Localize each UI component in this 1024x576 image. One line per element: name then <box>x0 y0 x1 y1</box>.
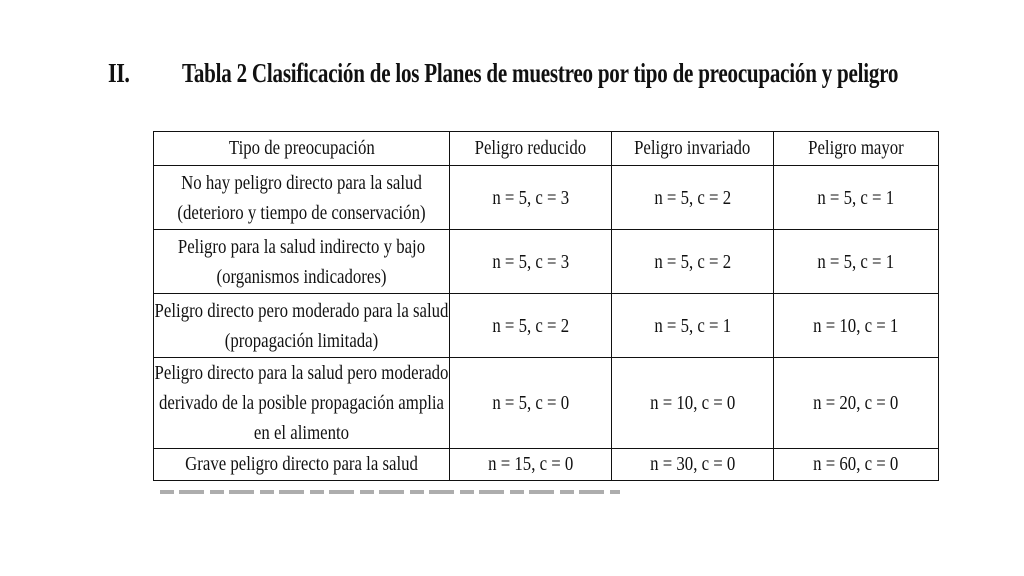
plan-cell: n = 5, c = 2 <box>612 230 774 294</box>
plan-cell: n = 15, c = 0 <box>450 449 612 481</box>
plan-cell: n = 5, c = 1 <box>612 294 774 358</box>
table-header-row <box>154 132 939 166</box>
section-number: II. <box>108 58 130 88</box>
plan-cell: n = 5, c = 2 <box>612 166 774 230</box>
plan-cell: n = 5, c = 1 <box>774 166 939 230</box>
header-cell: Peligro invariado <box>612 132 774 166</box>
plan-cell: n = 5, c = 0 <box>450 358 612 449</box>
plan-cell: n = 20, c = 0 <box>774 358 939 449</box>
table-row <box>154 230 939 294</box>
concern-type-cell: Peligro directo pero moderado para la salud (propagación limitada) <box>154 294 450 358</box>
concern-type-cell: No hay peligro directo para la salud (deterioro y tiempo de conservación) <box>154 166 450 230</box>
concern-type-cell: Peligro para la salud indirecto y bajo (organismos indicadores) <box>154 230 450 294</box>
table-row <box>154 358 939 449</box>
table-row <box>154 449 939 481</box>
concern-type-cell: Peligro directo para la salud pero moderado derivado de la posible propagación amplia en el alimento <box>154 358 450 449</box>
concern-type-cell: Grave peligro directo para la salud <box>154 449 450 481</box>
plan-cell: n = 5, c = 3 <box>450 166 612 230</box>
plan-cell: n = 60, c = 0 <box>774 449 939 481</box>
plan-cell: n = 10, c = 1 <box>774 294 939 358</box>
header-cell: Peligro reducido <box>450 132 612 166</box>
sampling-plans-table <box>153 131 939 481</box>
header-cell: Peligro mayor <box>774 132 939 166</box>
table-row <box>154 294 939 358</box>
table-title: Tabla 2 Clasificación de los Planes de muestreo por tipo de preocupación y peligro <box>182 58 899 88</box>
cropped-footnote <box>160 490 620 494</box>
plan-cell: n = 30, c = 0 <box>612 449 774 481</box>
plan-cell: n = 5, c = 3 <box>450 230 612 294</box>
plan-cell: n = 10, c = 0 <box>612 358 774 449</box>
table-heading <box>0 58 1024 98</box>
plan-cell: n = 5, c = 2 <box>450 294 612 358</box>
header-cell: Tipo de preocupación <box>154 132 450 166</box>
plan-cell: n = 5, c = 1 <box>774 230 939 294</box>
table-row <box>154 166 939 230</box>
